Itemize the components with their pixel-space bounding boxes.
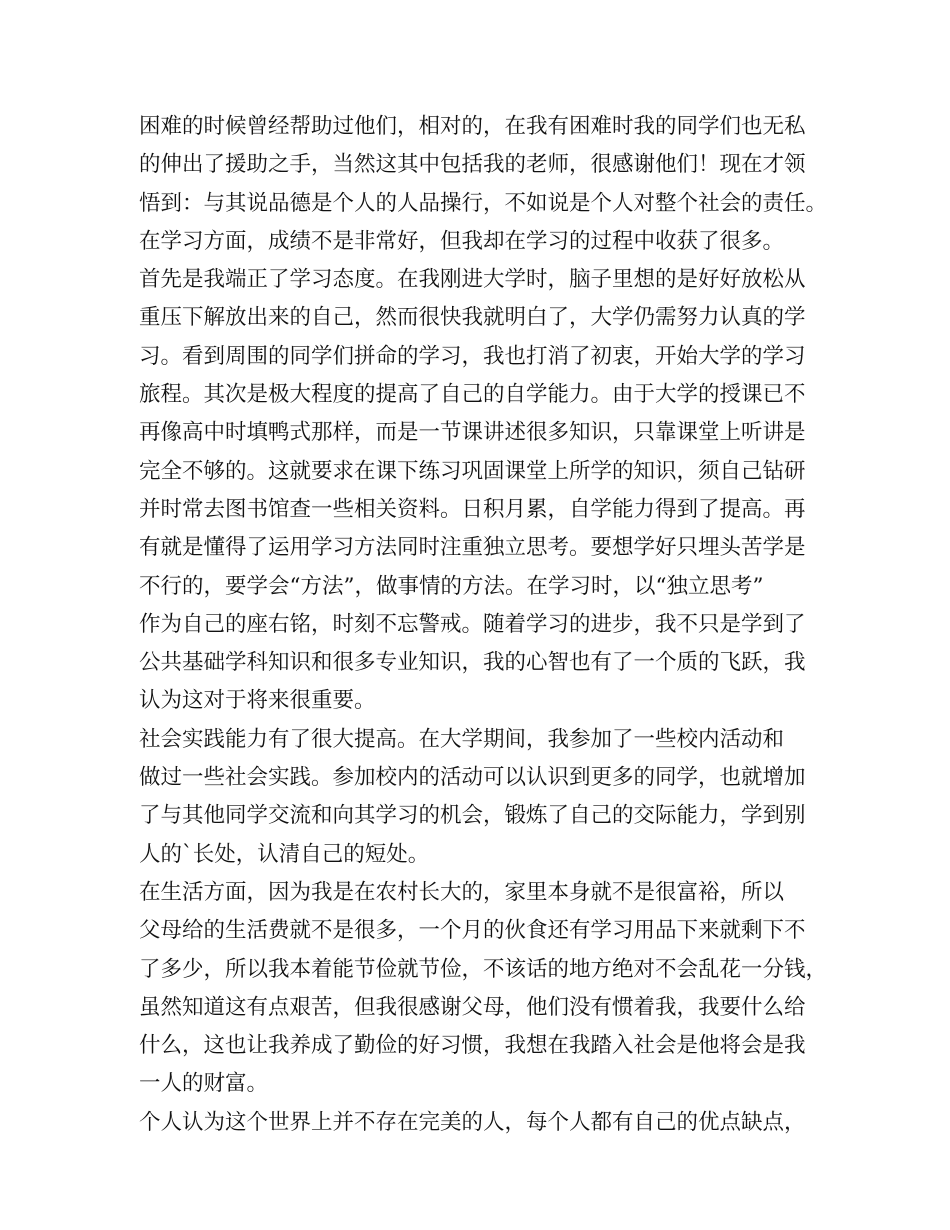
text-line: 人的`长处，认清自己的短处。 — [139, 841, 430, 867]
text-line: 公共基础学科知识和很多专业知识，我的心智也有了一个质的飞跃，我 — [139, 650, 806, 676]
text-line: 困难的时候曾经帮助过他们，相对的，在我有困难时我的同学们也无私 — [139, 114, 806, 139]
text-line: 社会实践能力有了很大提高。在大学期间，我参加了一些校内活动和 — [139, 726, 785, 752]
text-line: 悟到：与其说品德是个人的人品操行，不如说是个人对整个社会的责任。 — [139, 190, 828, 216]
body-text — [139, 108, 829, 1142]
text-line: 重压下解放出来的自己，然而很快我就明白了，大学仍需努力认真的学 — [139, 305, 806, 331]
text-line: 的伸出了援助之手，当然这其中包括我的老师，很感谢他们！现在才领 — [139, 152, 806, 178]
text-line: 不行的，要学会“方法”，做事情的方法。在学习时，以“独立思考” — [139, 573, 764, 599]
text-line: 什么，这也让我养成了勤俭的好习惯，我想在我踏入社会是他将会是我 — [139, 1033, 806, 1059]
text-line: 再像高中时填鸭式那样，而是一节课讲述很多知识，只靠课堂上听讲是 — [139, 420, 806, 446]
text-line: 父母给的生活费就不是很多，一个月的伙食还有学习用品下来就剩下不 — [139, 918, 806, 944]
text-line: 虽然知道这有点艰苦，但我很感谢父母，他们没有惯着我，我要什么给 — [139, 994, 806, 1020]
text-line: 做过一些社会实践。参加校内的活动可以认识到更多的同学，也就增加 — [139, 765, 806, 791]
text-line: 个人认为这个世界上并不存在完美的人，每个人都有自己的优点缺点， — [139, 1109, 806, 1135]
text-line: 习。看到周围的同学们拼命的学习，我也打消了初衷，开始大学的学习 — [139, 343, 806, 369]
text-line: 旅程。其次是极大程度的提高了自己的自学能力。由于大学的授课已不 — [139, 382, 806, 408]
text-line: 在学习方面，成绩不是非常好，但我却在学习的过程中收获了很多。 — [139, 228, 785, 254]
text-line: 一人的财富。 — [139, 1071, 269, 1097]
text-line: 了多少，所以我本着能节俭就节俭，不该话的地方绝对不会乱花一分钱， — [139, 956, 828, 982]
text-line: 了与其他同学交流和向其学习的机会，锻炼了自己的交际能力，学到别 — [139, 803, 806, 829]
text-line: 在生活方面，因为我是在农村长大的，家里本身就不是很富裕，所以 — [139, 879, 785, 905]
text-line: 完全不够的。这就要求在课下练习巩固课堂上所学的知识，须自己钻研 — [139, 458, 806, 484]
text-line: 认为这对于将来很重要。 — [139, 688, 376, 714]
text-line: 并时常去图书馆查一些相关资料。日积月累，自学能力得到了提高。再 — [139, 496, 806, 522]
text-line: 首先是我端正了学习态度。在我刚进大学时，脑子里想的是好好放松从 — [139, 267, 806, 293]
text-line: 作为自己的座右铭，时刻不忘警戒。随着学习的进步，我不只是学到了 — [139, 611, 806, 637]
text-line: 有就是懂得了运用学习方法同时注重独立思考。要想学好只埋头苦学是 — [139, 535, 806, 561]
